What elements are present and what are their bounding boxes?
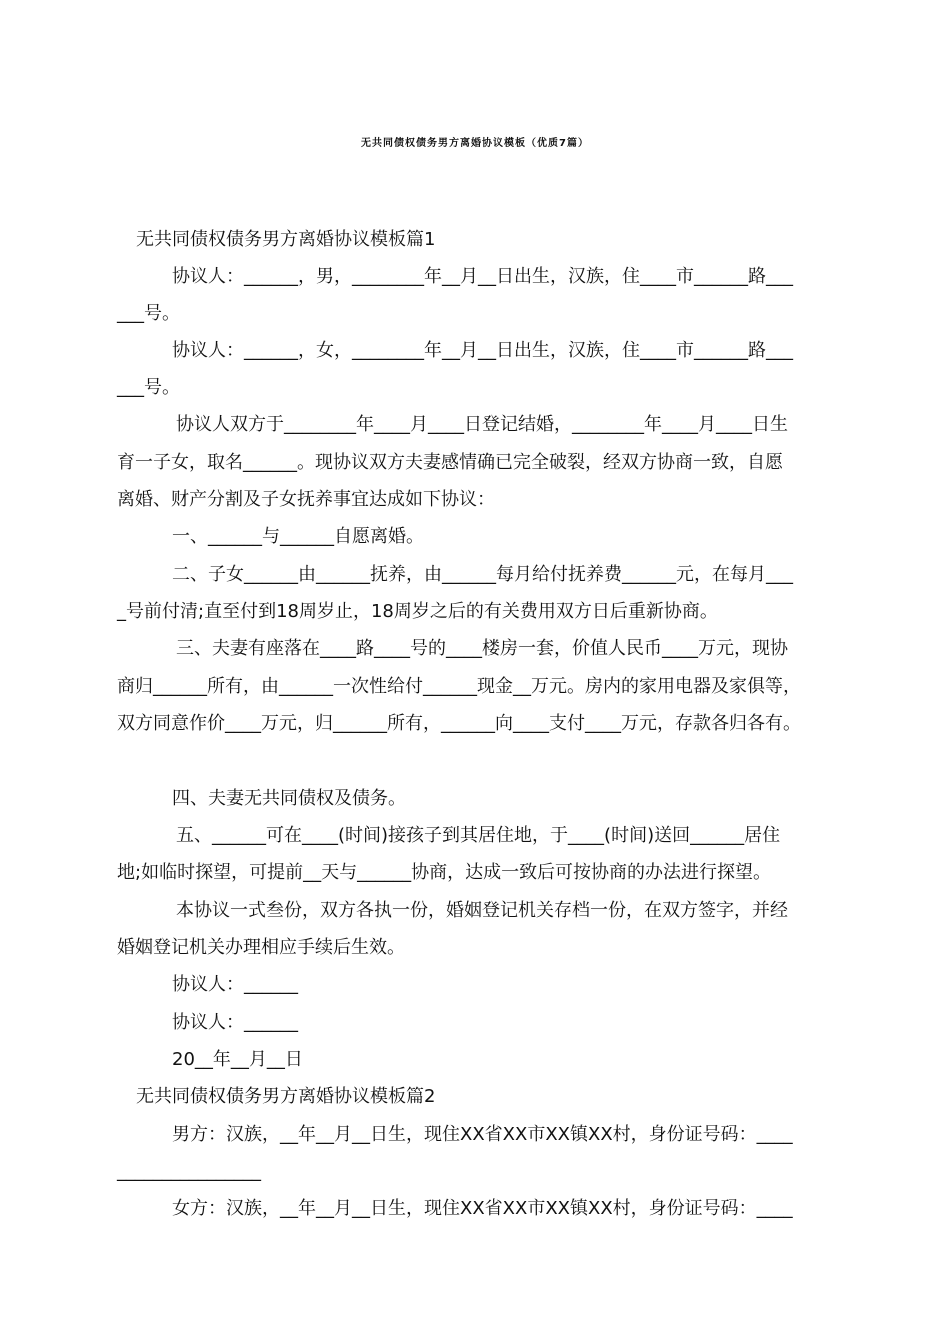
paragraph-line: 协议人双方于________年____月____日登记结婚，________年____月____日生 — [176, 414, 788, 435]
document-title: 无共同债权债务男方离婚协议模板（优质7篇） — [361, 138, 589, 149]
section-heading-1: 无共同债权债务男方离婚协议模板篇1 — [136, 229, 436, 250]
signature-line: 协议人：______ — [172, 1012, 298, 1033]
clause-2: 二、子女______由______抚养，由______每月给付抚养费______元，在每月___ — [172, 564, 793, 585]
paragraph-line: 男方：汉族，__年__月__日生，现住XX省XX市XX镇XX村，身份证号码：____ — [172, 1124, 793, 1145]
paragraph-line: 双方同意作价____万元，归______所有，______向____支付____万元，存款各归各有。 — [117, 713, 801, 734]
paragraph-line: 商归______所有，由______一次性给付______现金__万元。房内的家用电器及家俱等， — [117, 676, 801, 697]
paragraph-line: _号前付清;直至付到18周岁止，18周岁之后的有关费用双方日后重新协商。 — [117, 601, 718, 622]
paragraph-line: 婚姻登记机关办理相应手续后生效。 — [117, 937, 405, 958]
paragraph-line: 女方：汉族，__年__月__日生，现住XX省XX市XX镇XX村，身份证号码：____ — [172, 1198, 793, 1219]
paragraph-line: ___号。 — [117, 303, 180, 324]
paragraph-line: ___号。 — [117, 377, 180, 398]
paragraph-line: 协议人：______，男，________年__月__日出生，汉族，住____市______路___ — [172, 266, 793, 287]
section-heading-2: 无共同债权债务男方离婚协议模板篇2 — [136, 1086, 436, 1107]
paragraph-line: 地;如临时探望，可提前__天与______协商，达成一致后可按协商的办法进行探望。 — [117, 862, 772, 883]
paragraph-line: ________________ — [117, 1161, 261, 1182]
clause-1: 一、______与______自愿离婚。 — [172, 526, 424, 547]
paragraph-line: 协议人：______，女，________年__月__日出生，汉族，住____市______路___ — [172, 340, 793, 361]
paragraph-line: 育一子女，取名______。现协议双方夫妻感情确已完全破裂，经双方协商一致，自愿 — [117, 452, 783, 473]
signature-line: 协议人：______ — [172, 974, 298, 995]
clause-4: 四、夫妻无共同债权及债务。 — [172, 788, 406, 809]
clause-5: 五、______可在____(时间)接孩子到其居住地，于____(时间)送回______居住 — [176, 825, 781, 846]
clause-3: 三、夫妻有座落在____路____号的____楼房一套，价值人民币____万元，现协 — [176, 638, 788, 659]
paragraph-line: 本协议一式叁份，双方各执一份，婚姻登记机关存档一份，在双方签字，并经 — [176, 900, 788, 921]
date-line: 20__年__月__日 — [172, 1049, 303, 1070]
paragraph-line: 离婚、财产分割及子女抚养事宜达成如下协议： — [117, 489, 495, 510]
